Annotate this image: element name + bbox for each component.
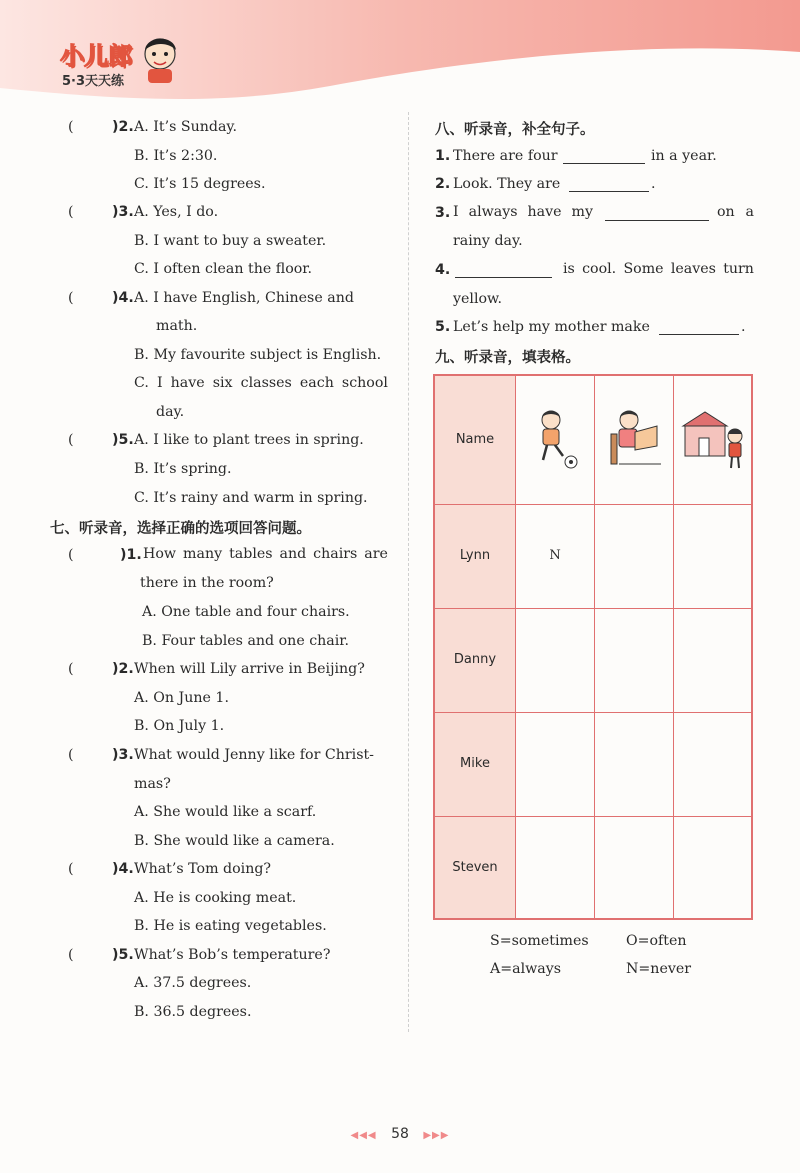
question-text: mas? [134,776,171,792]
left-arrows-icon: ◀◀◀ [350,1130,377,1141]
row-name: Lynn [459,548,491,563]
legend-sometimes: S=sometimes [490,933,589,949]
word: leaves [670,261,716,277]
question-text: What’s Tom doing? [134,861,272,877]
question-number: )1. [120,547,142,563]
name-header: Name [455,432,495,447]
answer-cell[interactable]: N [549,548,561,563]
item-number: 1. [435,148,451,164]
grid-line [673,376,674,918]
grid-line [435,816,751,817]
word: C. [134,375,149,391]
answer-blank[interactable] [569,177,649,192]
question-text: What’s Bob’s temperature? [134,947,331,963]
sentence-text: . [741,319,746,335]
logo-title: 小儿郎 [60,42,132,70]
row-name: Steven [452,860,498,875]
option-text: A. I like to plant trees in spring. [134,432,364,448]
grid-line [594,376,595,918]
logo-subtitle: 5·3天天练 [62,74,125,89]
sentence-text: There are four [453,148,558,164]
answer-paren: ( [68,432,74,448]
option-text: A. On June 1. [134,690,229,706]
word: each [299,375,334,391]
option-text: A. He is cooking meat. [134,890,297,906]
sentence-text: yellow. [453,291,502,307]
legend-often: O=often [626,933,687,949]
word: How [143,546,177,562]
page-footer [0,1126,800,1142]
word: school [341,375,388,391]
option-text: B. Four tables and one chair. [142,633,350,649]
word: have [170,375,205,391]
sentence-text [717,204,754,220]
question-number: )5. [112,432,134,448]
answer-paren: ( [68,204,74,220]
sentence-text: rainy day. [453,233,523,249]
word: I [453,204,459,220]
sentence-text: . [651,176,656,192]
option-text: B. He is eating vegetables. [134,918,327,934]
boy-at-snack-house-picture [681,406,747,470]
column-divider [408,112,409,1032]
option-text: A. It’s Sunday. [134,119,238,135]
option-text: B. I want to buy a sweater. [134,233,327,249]
option-text: B. It’s spring. [134,461,232,477]
item-number: 3. [435,205,451,221]
question-text: What would Jenny like for Christ- [134,747,374,763]
grid-line [435,504,751,505]
answer-blank[interactable] [563,149,645,164]
answer-blank[interactable] [659,320,739,335]
option-text: A. I have English, Chinese and [134,290,354,306]
question-number: )2. [112,661,134,677]
answer-paren: ( [68,747,74,763]
item-number: 2. [435,176,451,192]
option-text: B. 36.5 degrees. [134,1004,252,1020]
sentence-text: Let’s help my mother make [453,319,650,335]
word: I [156,375,163,391]
word: is [563,261,575,277]
option-text: C. I often clean the floor. [134,261,313,277]
grid-line [435,712,751,713]
sentence-text: Look. They are [453,176,561,192]
answer-paren: ( [68,947,74,963]
question-number: )5. [112,947,134,963]
word: many [183,546,223,562]
answer-paren: ( [68,661,74,677]
word: classes [240,375,292,391]
item-number: 4. [435,262,451,278]
boy-reading-picture [605,406,667,470]
option-text: A. One table and four chairs. [142,604,350,620]
option-text: math. [156,318,198,334]
answer-paren: ( [68,290,74,306]
word: always [468,204,518,220]
word: have [527,204,562,220]
sentence-text [453,204,593,220]
question-number: )4. [112,290,134,306]
row-name: Mike [460,756,490,771]
sentence-text [563,261,754,277]
option-text: B. My favourite subject is English. [134,347,382,363]
grid-line [435,608,751,609]
item-number: 5. [435,319,451,335]
option-text: A. She would like a scarf. [134,804,317,820]
word: turn [723,261,754,277]
option-text [134,375,388,391]
word: on [717,204,735,220]
question-text: there in the room? [140,575,274,591]
word: tables [229,546,273,562]
legend-always: A=always [490,961,562,977]
section-9-title: 九、听录音，填表格。 [435,350,580,366]
question-number: )3. [112,204,134,220]
question-number: )2. [112,119,134,135]
question-number: )4. [112,861,134,877]
name-column [435,376,516,918]
option-text: B. She would like a camera. [134,833,335,849]
legend-never: N=never [626,961,692,977]
row-name: Danny [453,652,497,667]
question-text: When will Lily arrive in Beijing? [134,661,365,677]
word: six [212,375,233,391]
option-text: C. It’s rainy and warm in spring. [134,490,368,506]
section-7-title: 七、听录音，选择正确的选项回答问题。 [50,521,311,537]
answer-paren: ( [68,119,74,135]
answer-blank[interactable] [455,263,552,278]
option-text: B. On July 1. [134,718,225,734]
page-header [0,0,800,110]
page-number: 58 [391,1126,409,1142]
option-text: A. Yes, I do. [134,204,219,220]
answer-paren: ( [68,861,74,877]
frequency-table [433,374,753,920]
section-8-title: 八、听录音，补全句子。 [435,122,595,138]
word: Some [623,261,664,277]
question-text [143,546,388,562]
boy-playing-football-picture [531,406,581,470]
word: my [571,204,593,220]
word: chairs [313,546,358,562]
mascot-boy-icon [138,32,182,84]
word: and [279,546,307,562]
answer-blank[interactable] [605,206,709,221]
sentence-text: in a year. [651,148,717,164]
option-text: C. It’s 15 degrees. [134,176,266,192]
question-number: )3. [112,747,134,763]
word: a [745,204,754,220]
word: cool. [582,261,617,277]
answer-paren: ( [68,547,74,563]
right-arrows-icon: ▶▶▶ [423,1130,450,1141]
option-text: B. It’s 2:30. [134,148,218,164]
word: are [364,546,388,562]
option-text: A. 37.5 degrees. [134,975,252,991]
option-text: day. [156,404,185,420]
